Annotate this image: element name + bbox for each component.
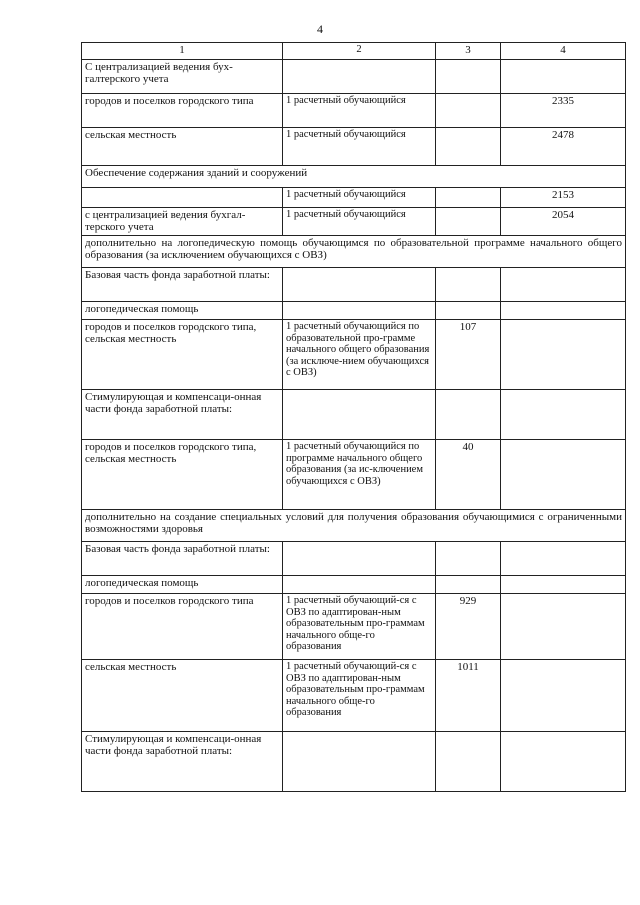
table-cell-col-2	[283, 576, 436, 594]
table-cell-col-1: городов и поселков городского типа	[82, 94, 283, 128]
table-cell-col-3: 1011	[436, 660, 501, 732]
table-cell-col-2: 1 расчетный обучающийся по образовательной про-грамме начального общего образования (за исключе-нием обучающихся с ОВЗ)	[283, 320, 436, 390]
table-row	[82, 660, 626, 732]
table-cell-col-3: 929	[436, 594, 501, 660]
table-cell-col-1: логопедическая помощь	[82, 302, 283, 320]
table-cell-col-4	[501, 60, 626, 94]
table-cell-col-3	[436, 128, 501, 166]
table-cell-col-2: 1 расчетный обучающийся	[283, 128, 436, 166]
table-cell-col-4	[501, 732, 626, 792]
table-cell-col-2	[283, 268, 436, 302]
table-cell-col-3	[436, 268, 501, 302]
table-cell-col-3	[436, 188, 501, 208]
table-cell-col-1: С централизацией ведения бух-галтерского учета	[82, 60, 283, 94]
header-col-4: 4	[501, 43, 626, 60]
table-cell-col-1: логопедическая помощь	[82, 576, 283, 594]
table-cell-col-4	[501, 390, 626, 440]
section-heading-cell: дополнительно на создание специальных условий для получения образования обучающимися с ограниченными возможностями здоровья	[82, 510, 626, 542]
table-row	[82, 320, 626, 390]
table-cell-col-4	[501, 440, 626, 510]
table-cell-col-1: Стимулирующая и компенсаци-онная части фонда заработной платы:	[82, 732, 283, 792]
table-cell-col-1: сельская местность	[82, 660, 283, 732]
page-number: 4	[317, 22, 323, 36]
table-cell-col-3	[436, 542, 501, 576]
section-heading-cell: дополнительно на логопедическую помощь обучающимся по образовательной программе начального общего образования (за исключением обучающихся с ОВЗ)	[82, 236, 626, 268]
table-section-row	[82, 510, 626, 542]
table-row	[82, 576, 626, 594]
table-cell-col-3	[436, 94, 501, 128]
table-section-row	[82, 166, 626, 188]
table-cell-col-2	[283, 732, 436, 792]
table-cell-col-2: 1 расчетный обучающийся	[283, 188, 436, 208]
table-cell-col-4	[501, 576, 626, 594]
table-cell-col-1: сельская местность	[82, 128, 283, 166]
header-col-1: 1	[82, 43, 283, 60]
table-cell-col-2: 1 расчетный обучающий-ся с ОВЗ по адаптирован-ным образовательным про-граммам начального обще-го образования	[283, 660, 436, 732]
table-cell-col-4	[501, 542, 626, 576]
table-row	[82, 390, 626, 440]
table-cell-col-1: городов и поселков городского типа, сельская местность	[82, 320, 283, 390]
table-row	[82, 440, 626, 510]
table-cell-col-2: 1 расчетный обучающийся	[283, 208, 436, 236]
table-cell-col-4	[501, 320, 626, 390]
table-cell-col-2	[283, 60, 436, 94]
table-cell-col-1: городов и поселков городского типа	[82, 594, 283, 660]
table-cell-col-1: Базовая часть фонда заработной платы:	[82, 542, 283, 576]
table-row	[82, 188, 626, 208]
table-row	[82, 208, 626, 236]
table-row	[82, 94, 626, 128]
header-col-3: 3	[436, 43, 501, 60]
table-cell-col-2: 1 расчетный обучающий-ся с ОВЗ по адаптирован-ным образовательным про-граммам начального обще-го образования	[283, 594, 436, 660]
table-cell-col-4	[501, 302, 626, 320]
table-cell-col-1: Базовая часть фонда заработной платы:	[82, 268, 283, 302]
table-row	[82, 542, 626, 576]
table-cell-col-3	[436, 732, 501, 792]
table-cell-col-4	[501, 268, 626, 302]
table-cell-col-3: 40	[436, 440, 501, 510]
table-cell-col-3	[436, 576, 501, 594]
table-cell-col-4: 2478	[501, 128, 626, 166]
table-cell-col-3	[436, 60, 501, 94]
table-cell-col-4: 2335	[501, 94, 626, 128]
table-row	[82, 60, 626, 94]
table-cell-col-3	[436, 208, 501, 236]
table-row	[82, 302, 626, 320]
table-cell-col-4: 2054	[501, 208, 626, 236]
table-cell-col-4	[501, 660, 626, 732]
table-cell-col-2: 1 расчетный обучающийся	[283, 94, 436, 128]
table-row	[82, 268, 626, 302]
table-body	[82, 43, 626, 792]
table-cell-col-2: 1 расчетный обучающийся по программе начального общего образования (за ис-ключением обучающихся с ОВЗ)	[283, 440, 436, 510]
table-cell-col-1: с централизацией ведения бухгал-терского учета	[82, 208, 283, 236]
table-cell-col-2	[283, 302, 436, 320]
table-cell-col-3: 107	[436, 320, 501, 390]
table-cell-col-3	[436, 390, 501, 440]
table-cell-col-1	[82, 188, 283, 208]
table-row	[82, 594, 626, 660]
table-cell-col-1: городов и поселков городского типа, сельская местность	[82, 440, 283, 510]
table-header-row	[82, 43, 626, 60]
table-section-row	[82, 236, 626, 268]
table-cell-col-2	[283, 390, 436, 440]
document-table	[81, 42, 626, 792]
section-heading-cell: Обеспечение содержания зданий и сооружений	[82, 166, 626, 188]
table-cell-col-3	[436, 302, 501, 320]
header-col-2: 2	[283, 43, 436, 60]
table-row	[82, 732, 626, 792]
table-cell-col-4: 2153	[501, 188, 626, 208]
table-row	[82, 128, 626, 166]
table-cell-col-2	[283, 542, 436, 576]
table-cell-col-4	[501, 594, 626, 660]
table-cell-col-1: Стимулирующая и компенсаци-онная части фонда заработной платы:	[82, 390, 283, 440]
